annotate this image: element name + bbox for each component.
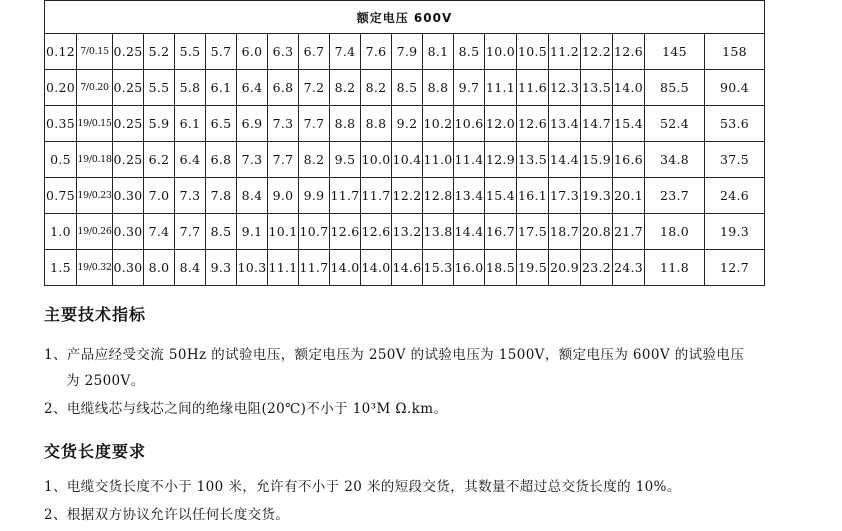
table-cell: 12.6 bbox=[517, 106, 549, 142]
table-cell: 9.0 bbox=[268, 178, 299, 214]
table-cell: 11.7 bbox=[330, 178, 361, 214]
table-cell: 10.0 bbox=[361, 142, 392, 178]
cable-spec-table bbox=[44, 0, 765, 286]
table-cell: 0.20 bbox=[45, 70, 77, 106]
table-cell: 7.4 bbox=[144, 214, 175, 250]
table-cell: 19/0.18 bbox=[77, 142, 113, 178]
section-title-main-specs: 主要技术指标 bbox=[44, 305, 147, 324]
table-cell: 14.0 bbox=[361, 250, 392, 286]
table-cell: 17.5 bbox=[517, 214, 549, 250]
table-cell: 0.25 bbox=[113, 70, 144, 106]
table-cell: 1.5 bbox=[45, 250, 77, 286]
table-cell: 11.7 bbox=[299, 250, 330, 286]
table-cell: 16.1 bbox=[517, 178, 549, 214]
table-cell: 1.0 bbox=[45, 214, 77, 250]
table-cell: 15.4 bbox=[485, 178, 517, 214]
table-cell: 10.1 bbox=[268, 214, 299, 250]
table-cell: 8.0 bbox=[144, 250, 175, 286]
table-cell: 20.9 bbox=[549, 250, 581, 286]
table-cell: 0.75 bbox=[45, 178, 77, 214]
table-cell: 6.2 bbox=[144, 142, 175, 178]
table-cell: 6.8 bbox=[268, 70, 299, 106]
table-cell: 14.6 bbox=[392, 250, 423, 286]
table-cell: 5.9 bbox=[144, 106, 175, 142]
table-row bbox=[45, 34, 765, 70]
table-cell: 12.7 bbox=[705, 250, 765, 286]
table-cell: 37.5 bbox=[705, 142, 765, 178]
table-cell: 13.2 bbox=[392, 214, 423, 250]
table-cell: 12.6 bbox=[361, 214, 392, 250]
table-row bbox=[45, 214, 765, 250]
table-cell: 7/0.15 bbox=[77, 34, 113, 70]
table-cell: 7.7 bbox=[299, 106, 330, 142]
table-cell: 0.25 bbox=[113, 142, 144, 178]
table-cell: 6.9 bbox=[237, 106, 268, 142]
table-cell: 9.3 bbox=[206, 250, 237, 286]
table-cell: 6.3 bbox=[268, 34, 299, 70]
table-cell: 8.8 bbox=[330, 106, 361, 142]
table-cell: 19.5 bbox=[517, 250, 549, 286]
table-cell: 12.8 bbox=[423, 178, 454, 214]
table-cell: 8.8 bbox=[423, 70, 454, 106]
table-cell: 12.2 bbox=[581, 34, 613, 70]
table-cell: 0.30 bbox=[113, 178, 144, 214]
table-cell: 14.0 bbox=[613, 70, 645, 106]
table-cell: 8.4 bbox=[175, 250, 206, 286]
table-cell: 13.5 bbox=[581, 70, 613, 106]
table-cell: 0.30 bbox=[113, 250, 144, 286]
table-cell: 7.3 bbox=[237, 142, 268, 178]
table-cell: 13.4 bbox=[454, 178, 485, 214]
table-cell: 20.1 bbox=[613, 178, 645, 214]
table-cell: 11.1 bbox=[268, 250, 299, 286]
table-cell: 14.7 bbox=[581, 106, 613, 142]
table-cell: 23.2 bbox=[581, 250, 613, 286]
table-cell: 12.2 bbox=[392, 178, 423, 214]
table-cell: 7.0 bbox=[144, 178, 175, 214]
table-cell: 8.2 bbox=[361, 70, 392, 106]
table-cell: 0.5 bbox=[45, 142, 77, 178]
table-cell: 5.5 bbox=[175, 34, 206, 70]
table-cell: 19/0.26 bbox=[77, 214, 113, 250]
table-cell: 13.8 bbox=[423, 214, 454, 250]
table-cell: 19/0.15 bbox=[77, 106, 113, 142]
table-cell: 19/0.32 bbox=[77, 250, 113, 286]
table-cell: 19.3 bbox=[581, 178, 613, 214]
table-cell: 6.8 bbox=[206, 142, 237, 178]
table-cell: 8.2 bbox=[330, 70, 361, 106]
table-cell: 8.5 bbox=[206, 214, 237, 250]
table-cell: 158 bbox=[705, 34, 765, 70]
table-cell: 13.5 bbox=[517, 142, 549, 178]
table-cell: 7.9 bbox=[392, 34, 423, 70]
table-cell: 10.5 bbox=[517, 34, 549, 70]
table-cell: 7.7 bbox=[268, 142, 299, 178]
table-cell: 11.6 bbox=[517, 70, 549, 106]
table-cell: 11.1 bbox=[485, 70, 517, 106]
table-cell: 9.9 bbox=[299, 178, 330, 214]
table-cell: 24.3 bbox=[613, 250, 645, 286]
table-cell: 9.1 bbox=[237, 214, 268, 250]
table-cell: 34.8 bbox=[645, 142, 705, 178]
table-cell: 16.7 bbox=[485, 214, 517, 250]
table-cell: 7/0.20 bbox=[77, 70, 113, 106]
table-cell: 10.4 bbox=[392, 142, 423, 178]
table-cell: 7.3 bbox=[268, 106, 299, 142]
table-cell: 8.1 bbox=[423, 34, 454, 70]
table-cell: 10.0 bbox=[485, 34, 517, 70]
table-row bbox=[45, 250, 765, 286]
table-cell: 52.4 bbox=[645, 106, 705, 142]
table-cell: 0.35 bbox=[45, 106, 77, 142]
table-cell: 10.2 bbox=[423, 106, 454, 142]
table-cell: 10.7 bbox=[299, 214, 330, 250]
table-cell: 7.6 bbox=[361, 34, 392, 70]
table-cell: 8.8 bbox=[361, 106, 392, 142]
table-cell: 0.30 bbox=[113, 214, 144, 250]
table-cell: 24.6 bbox=[705, 178, 765, 214]
table-cell: 15.3 bbox=[423, 250, 454, 286]
table-cell: 9.7 bbox=[454, 70, 485, 106]
table-cell: 12.3 bbox=[549, 70, 581, 106]
table-header-row bbox=[45, 1, 765, 34]
table-cell: 7.4 bbox=[330, 34, 361, 70]
table-cell: 7.3 bbox=[175, 178, 206, 214]
table-cell: 8.2 bbox=[299, 142, 330, 178]
table-cell: 11.7 bbox=[361, 178, 392, 214]
table-cell: 6.7 bbox=[299, 34, 330, 70]
table-row bbox=[45, 142, 765, 178]
table-cell: 15.4 bbox=[613, 106, 645, 142]
spec-item-1-line-2: 为 2500V。 bbox=[66, 373, 145, 389]
table-cell: 90.4 bbox=[705, 70, 765, 106]
table-cell: 16.6 bbox=[613, 142, 645, 178]
table-cell: 6.1 bbox=[206, 70, 237, 106]
table-cell: 6.5 bbox=[206, 106, 237, 142]
table-cell: 12.6 bbox=[613, 34, 645, 70]
table-cell: 7.8 bbox=[206, 178, 237, 214]
section-title-delivery-length: 交货长度要求 bbox=[44, 442, 147, 461]
table-cell: 5.8 bbox=[175, 70, 206, 106]
table-cell: 14.0 bbox=[330, 250, 361, 286]
table-cell: 12.9 bbox=[485, 142, 517, 178]
table-cell: 19/0.23 bbox=[77, 178, 113, 214]
table-row bbox=[45, 178, 765, 214]
table-cell: 16.0 bbox=[454, 250, 485, 286]
rated-voltage-header: 额定电压 600V bbox=[45, 1, 765, 34]
table-cell: 15.9 bbox=[581, 142, 613, 178]
delivery-item-1: 1、电缆交货长度不小于 100 米，允许有不小于 20 米的短段交货，其数量不超过总交货长度的 10%。 bbox=[44, 479, 681, 495]
table-cell: 145 bbox=[645, 34, 705, 70]
table-cell: 20.8 bbox=[581, 214, 613, 250]
table-cell: 18.5 bbox=[485, 250, 517, 286]
table-cell: 0.12 bbox=[45, 34, 77, 70]
table-cell: 9.5 bbox=[330, 142, 361, 178]
table-cell: 5.2 bbox=[144, 34, 175, 70]
table-row bbox=[45, 106, 765, 142]
table-cell: 12.0 bbox=[485, 106, 517, 142]
table-cell: 10.3 bbox=[237, 250, 268, 286]
table-cell: 18.0 bbox=[645, 214, 705, 250]
table-cell: 6.4 bbox=[237, 70, 268, 106]
table-cell: 13.4 bbox=[549, 106, 581, 142]
table-row bbox=[45, 70, 765, 106]
table-cell: 19.3 bbox=[705, 214, 765, 250]
table-cell: 53.6 bbox=[705, 106, 765, 142]
table-cell: 18.7 bbox=[549, 214, 581, 250]
table-cell: 7.7 bbox=[175, 214, 206, 250]
table-cell: 8.5 bbox=[392, 70, 423, 106]
table-cell: 0.25 bbox=[113, 34, 144, 70]
table-cell: 5.7 bbox=[206, 34, 237, 70]
table-cell: 7.2 bbox=[299, 70, 330, 106]
table-cell: 11.0 bbox=[423, 142, 454, 178]
table-cell: 14.4 bbox=[454, 214, 485, 250]
table-cell: 17.3 bbox=[549, 178, 581, 214]
table-cell: 8.5 bbox=[454, 34, 485, 70]
table-cell: 11.8 bbox=[645, 250, 705, 286]
table-cell: 11.2 bbox=[549, 34, 581, 70]
delivery-item-2: 2、根据双方协议允许以任何长度交货。 bbox=[44, 507, 290, 523]
table-cell: 9.2 bbox=[392, 106, 423, 142]
spec-item-1-line-1: 1、产品应经受交流 50Hz 的试验电压，额定电压为 250V 的试验电压为 1500V，额定电压为 600V 的试验电压 bbox=[44, 347, 745, 363]
table-cell: 8.4 bbox=[237, 178, 268, 214]
table-cell: 11.4 bbox=[454, 142, 485, 178]
table-cell: 14.4 bbox=[549, 142, 581, 178]
table-cell: 23.7 bbox=[645, 178, 705, 214]
table-cell: 5.5 bbox=[144, 70, 175, 106]
table-cell: 12.6 bbox=[330, 214, 361, 250]
spec-item-2: 2、电缆线芯与线芯之间的绝缘电阻(20℃)不小于 10³M Ω.km。 bbox=[44, 401, 448, 417]
table-cell: 6.1 bbox=[175, 106, 206, 142]
table-cell: 0.25 bbox=[113, 106, 144, 142]
table-cell: 21.7 bbox=[613, 214, 645, 250]
table-cell: 6.4 bbox=[175, 142, 206, 178]
table-cell: 85.5 bbox=[645, 70, 705, 106]
table-cell: 6.0 bbox=[237, 34, 268, 70]
table-cell: 10.6 bbox=[454, 106, 485, 142]
